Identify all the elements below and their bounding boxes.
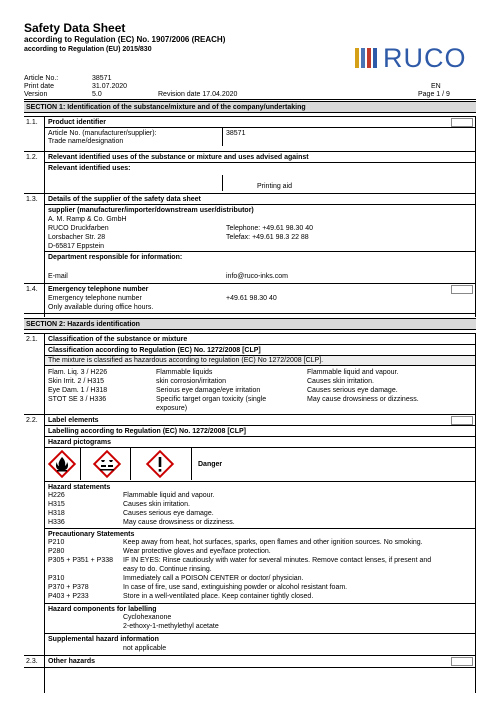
precaution-text: Immediately call a POISON CENTER or doctor/ physician.: [123, 575, 304, 582]
hazard-statements-heading: Hazard statements: [48, 484, 111, 491]
logo-wordmark: RUCO: [383, 43, 467, 73]
corrosion-icon: [92, 449, 122, 479]
class-category: exposure): [156, 405, 188, 412]
precaution-code: P210: [48, 539, 65, 546]
article-no-value: 38571: [226, 130, 246, 137]
class-code: STOT SE 3 / H336: [48, 396, 107, 403]
precaution-code: P305 + P351 + P338: [48, 557, 113, 564]
s22-number: 2.2.: [26, 417, 38, 424]
precaution-code: P370 + P378: [48, 584, 89, 591]
precaution-text: Store in a well-ventilated place. Keep container tightly closed.: [123, 593, 314, 600]
header-divider: [24, 99, 476, 100]
supplier-line: RUCO Druckfarben: [48, 225, 109, 232]
s12-title: Relevant identified uses of the substance or mixture and uses advised against: [48, 154, 309, 161]
logo-stripes: [355, 48, 379, 68]
s11-number: 1.1.: [26, 119, 38, 126]
class-statement: Flammable liquid and vapour.: [307, 369, 399, 376]
class-category: Specific target organ toxicity (single: [156, 396, 267, 403]
s23-marker-box: [451, 657, 473, 666]
s22-marker-box: [451, 416, 473, 425]
print-date-label: Print date: [24, 83, 54, 90]
office-hours-note: Only available during office hours.: [48, 304, 154, 311]
class-statement: Causes serious eye damage.: [307, 387, 398, 394]
class-category: skin corrosion/irritation: [156, 378, 227, 385]
s23-number: 2.3.: [26, 658, 38, 665]
hazard-code: H336: [48, 519, 65, 526]
supplier-heading: supplier (manufacturer/importer/downstream user/distributor): [48, 207, 254, 214]
hazard-code: H315: [48, 501, 65, 508]
supplemental-heading: Supplemental hazard information: [48, 636, 159, 643]
precaution-code: P280: [48, 548, 65, 555]
section1-header: [24, 101, 476, 113]
class-code: Flam. Liq. 3 / H226: [48, 369, 108, 376]
s11-title: Product identifier: [48, 119, 106, 126]
revision-date: Revision date 17.04.2020: [158, 91, 238, 98]
s14-number: 1.4.: [26, 286, 38, 293]
s21-number: 2.1.: [26, 336, 38, 343]
s22-title: Label elements: [48, 417, 99, 424]
s13-title: Details of the supplier of the safety data sheet: [48, 196, 201, 203]
s14-marker-box: [451, 285, 473, 294]
relevant-uses-label: Relevant identified uses:: [48, 165, 131, 172]
precaution-code: P403 + P233: [48, 593, 89, 600]
classification-regulation: Classification according to Regulation (EC) No. 1272/2008 [CLP]: [48, 347, 261, 354]
hazardous-classification-note: The mixture is classified as hazardous according to regulation (EC) No 1272/2008 [CLP].: [48, 357, 324, 364]
pictograms-heading: Hazard pictograms: [48, 439, 112, 446]
s13-number: 1.3.: [26, 196, 38, 203]
s12-number: 1.2.: [26, 154, 38, 161]
class-category: Flammable liquids: [156, 369, 213, 376]
precaution-text: Keep away from heat, hot surfaces, sparks, open flames and other ignition sources. No smoking.: [123, 539, 423, 546]
precaution-code: P310: [48, 575, 65, 582]
precautionary-heading: Precautionary Statements: [48, 531, 135, 538]
ruco-logo: [355, 44, 485, 72]
version-value: 5.0: [92, 91, 102, 98]
document-subtitle-reach: according to Regulation (EC) No. 1907/2006 (REACH): [24, 35, 226, 44]
s23-title: Other hazards: [48, 658, 96, 665]
department-heading: Department responsible for information:: [48, 254, 183, 261]
trade-name-label: Trade name/designation: [48, 138, 124, 145]
document-subtitle-eu: according to Regulation (EU) 2015/830: [24, 46, 152, 53]
class-code: Eye Dam. 1 / H318: [48, 387, 108, 394]
class-category: Serious eye damage/eye irritation: [156, 387, 261, 394]
section2-header: [24, 318, 476, 330]
section2-title: SECTION 2: Hazards identification: [26, 321, 140, 328]
article-value: 38571: [92, 75, 112, 82]
exclamation-icon: [145, 449, 175, 479]
supplemental-value: not applicable: [123, 645, 167, 652]
s14-title: Emergency telephone number: [48, 286, 149, 293]
email-value[interactable]: info@ruco-inks.com: [226, 273, 288, 280]
email-label: E-mail: [48, 273, 68, 280]
precaution-text: IF IN EYES: Rinse cautiously with water for several minutes. Remove contact lenses, if present and: [123, 557, 432, 564]
emergency-value: +49.61 98.30 40: [226, 295, 277, 302]
hazard-code: H318: [48, 510, 65, 517]
component-item: Cyclohexanone: [123, 614, 172, 621]
supplier-line: A. M. Ramp & Co. GmbH: [48, 216, 127, 223]
hazard-text: Causes skin irritation.: [123, 501, 190, 508]
section1-title: SECTION 1: Identification of the substance/mixture and of the company/undertaking: [26, 104, 306, 111]
s21-title: Classification of the substance or mixture: [48, 336, 188, 343]
supplier-telephone: Telephone: +49.61 98.30 40: [226, 225, 313, 232]
hazard-text: Flammable liquid and vapour.: [123, 492, 215, 499]
precaution-text: Wear protective gloves and eye/face protection.: [123, 548, 271, 555]
supplier-line: Lorsbacher Str. 28: [48, 234, 106, 241]
version-label: Version: [24, 91, 48, 98]
class-statement: Causes skin irritation.: [307, 378, 374, 385]
document-title: Safety Data Sheet: [24, 21, 126, 35]
supplier-telefax: Telefax: +49.61 98.3 22 88: [226, 234, 309, 241]
s11-marker-box: [451, 118, 473, 127]
hazard-code: H226: [48, 492, 65, 499]
component-item: 2-ethoxy-1-methylethyl acetate: [123, 623, 219, 630]
hazard-text: Causes serious eye damage.: [123, 510, 214, 517]
page-number: Page 1 / 9: [418, 91, 450, 98]
labelling-regulation: Labelling according to Regulation (EC) No. 1272/2008 [CLP]: [48, 428, 246, 435]
components-heading: Hazard components for labelling: [48, 606, 157, 613]
precaution-text: easy to do. Continue rinsing.: [123, 566, 212, 573]
article-label: Article No.:: [24, 75, 59, 82]
emergency-label: Emergency telephone number: [48, 295, 142, 302]
print-date-value: 31.07.2020: [92, 83, 128, 90]
precaution-text: In case of fire, use sand, extinguishing powder or alcohol resistant foam.: [123, 584, 348, 591]
supplier-line: D-65817 Eppstein: [48, 243, 105, 250]
flame-icon: [47, 449, 77, 479]
relevant-use-value: Printing aid: [257, 183, 293, 190]
class-code: Skin Irrit. 2 / H315: [48, 378, 105, 385]
article-no-label: Article No. (manufacturer/supplier):: [48, 130, 157, 137]
signal-word: Danger: [198, 461, 223, 468]
hazard-text: May cause drowsiness or dizziness.: [123, 519, 235, 526]
class-statement: May cause drowsiness or dizziness.: [307, 396, 419, 403]
language-code: EN: [431, 83, 441, 90]
